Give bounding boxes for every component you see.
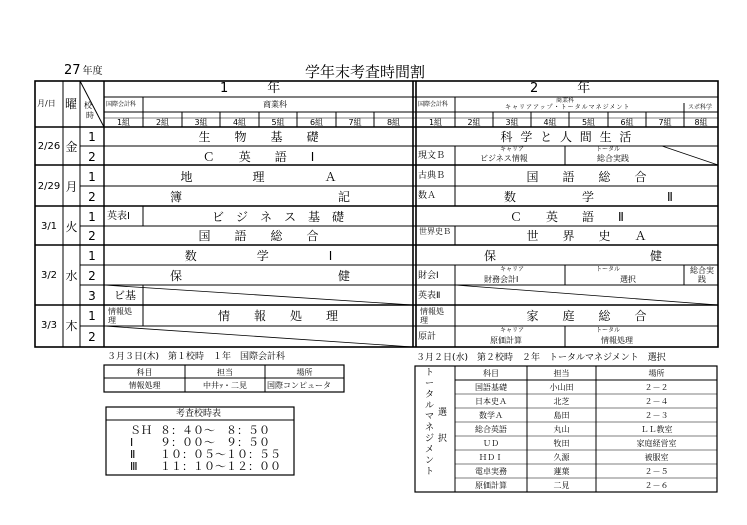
note1-cell: 国際コンピュータ xyxy=(267,381,331,390)
g1-subject: Ｃ 英 語 Ⅰ xyxy=(202,150,315,164)
g2-class-header: 3組 xyxy=(505,118,519,127)
g1-subject-left: ビ基 xyxy=(114,289,136,302)
g1-dept-small: 国際会計科 xyxy=(106,101,137,108)
note2-cell: 小山田 xyxy=(549,383,574,392)
times-range: １０：０５～１０：５５ xyxy=(160,448,281,461)
day-header: 曜 xyxy=(65,97,78,111)
g2-class-header: 4組 xyxy=(543,118,557,127)
note2-cell: ＨＤＩ xyxy=(479,453,503,462)
times-label: Ⅰ xyxy=(130,436,134,449)
g2-subject: 学 xyxy=(582,190,595,204)
g2-dept-small: 国際会計科 xyxy=(418,101,449,108)
g1-subject: 情 報 処 理 xyxy=(217,309,338,323)
note2-side-label-2: 選択 xyxy=(438,408,448,444)
g1-class-header: 3組 xyxy=(194,118,208,127)
g2-subject: 家 庭 総 合 xyxy=(526,309,647,323)
note2-cell: ２－６ xyxy=(644,481,669,490)
page-title: 学年末考査時間割 xyxy=(305,63,426,81)
g1-subject-left: 情報処理 xyxy=(108,307,132,325)
note1-header: 場所 xyxy=(296,368,313,377)
g2-subject-left: 原計 xyxy=(418,332,437,342)
g1-subject: 数 学 Ⅰ xyxy=(184,249,333,263)
note2-cell: ＵＤ xyxy=(483,439,499,448)
note2-cell: 丸山 xyxy=(553,425,570,434)
note2-cell: 牧田 xyxy=(553,439,570,448)
g2-small: キャリア xyxy=(500,327,525,334)
school-year: 27 年度 xyxy=(64,63,103,78)
day-cell: 木 xyxy=(65,319,78,333)
note1-caption: ３月３日(木) 第１校時 １年 国際会計科 xyxy=(107,352,286,362)
g1-class-header: 7組 xyxy=(348,118,362,127)
g2-subject-left: 古典Ｂ xyxy=(418,171,446,181)
note2-cell: 久源 xyxy=(553,453,570,462)
g2-small: トータル xyxy=(596,266,621,273)
g2-class-header: 7組 xyxy=(658,118,672,127)
g1-dept: 商業科 xyxy=(263,100,287,109)
g2-small: キャリア xyxy=(500,266,525,273)
g2-class-header: 5組 xyxy=(581,118,596,127)
g2-class-header: 8組 xyxy=(694,118,708,127)
times-range: １１：１０～１２：００ xyxy=(160,460,281,473)
period-header-2: 時 xyxy=(86,111,94,120)
g2-subject: 国 語 総 合 xyxy=(526,170,647,184)
g2-dept: キャリアアップ・トータルマネジメント xyxy=(505,104,631,111)
note2-cell: ２－３ xyxy=(644,411,669,420)
day-cell: 金 xyxy=(65,140,78,154)
g2-dept-right: スポ科学 xyxy=(688,104,713,111)
g2-subject-right: 総合実践 xyxy=(690,266,714,284)
g2-subject-left: 数Ａ xyxy=(418,191,437,201)
g2-class-header: 2組 xyxy=(467,118,481,127)
note2-cell: 二見 xyxy=(553,481,570,490)
note2-cell: ２－４ xyxy=(644,397,669,406)
note2-header: 担当 xyxy=(553,369,570,378)
date-cell: 2/26 xyxy=(37,141,61,152)
note2-cell: ２－２ xyxy=(644,383,669,392)
note1-cell: 中井ｯ・二見 xyxy=(203,381,247,390)
g1-subject-left: 英表Ⅰ xyxy=(107,211,130,222)
period-number: 2 xyxy=(88,330,96,344)
g2-subject: 保 xyxy=(484,249,497,263)
period-number: 1 xyxy=(88,309,96,323)
g1-class-header: 5組 xyxy=(271,118,285,127)
period-number: 2 xyxy=(88,229,96,243)
note2-cell: 日本史Ａ xyxy=(475,397,507,406)
g2-subject: 原価計算 xyxy=(490,336,522,345)
period-number: 2 xyxy=(88,269,96,283)
day-cell: 月 xyxy=(65,180,78,194)
date-cell: 3/2 xyxy=(40,270,58,281)
date-cell: 3/1 xyxy=(40,221,58,232)
note1-cell: 情報処理 xyxy=(128,381,161,390)
g2-subject: 科 学 と 人 間 生 活 xyxy=(500,130,634,144)
note2-cell: 電卓実務 xyxy=(475,467,507,476)
g2-subject-left: 現文Ｂ xyxy=(418,151,446,161)
period-header-1: 校 xyxy=(84,101,92,110)
g2-subject: 選択 xyxy=(620,275,636,284)
times-range: ８：４０～ ８：５０ xyxy=(160,424,270,437)
g1-subject: 簿 xyxy=(170,190,183,204)
g2-subject: 数 xyxy=(504,190,517,204)
g1-subject: ビ ジ ネ ス 基 礎 xyxy=(211,210,344,224)
g2-small: トータル xyxy=(596,327,621,334)
date-cell: 2/29 xyxy=(37,181,61,192)
note2-cell: 島田 xyxy=(553,411,570,420)
note1-header: 科目 xyxy=(136,368,153,377)
note2-cell: 国語基礎 xyxy=(475,383,507,392)
g1-class-header: 8組 xyxy=(386,118,401,127)
note2-cell: 総合英語 xyxy=(475,425,507,434)
period-number: 1 xyxy=(88,210,96,224)
note2-cell: 蓮葉 xyxy=(553,467,570,476)
times-label: ＳＨ xyxy=(130,424,152,437)
grade1-header: 1 年 xyxy=(220,81,281,96)
note2-caption: ３月２日(水) 第２校時 ２年 トータルマネジメント 選択 xyxy=(416,353,666,363)
note2-cell: 被服室 xyxy=(644,453,669,462)
period-number: 3 xyxy=(88,289,96,303)
note1-header: 担当 xyxy=(217,368,233,377)
g1-class-header: 4組 xyxy=(232,118,247,127)
note2-header: 科目 xyxy=(483,369,499,378)
g2-small: キャリア xyxy=(500,146,525,153)
times-label: Ⅱ xyxy=(130,448,136,461)
g2-dept-mid: 商業科 xyxy=(556,97,575,104)
g1-class-header: 6組 xyxy=(309,118,324,127)
g2-subject: 総合実践 xyxy=(597,154,629,163)
date-header: 月/日 xyxy=(37,99,56,108)
times-range: ９：００～ ９：５０ xyxy=(160,436,270,449)
g2-small: トータル xyxy=(596,146,621,153)
note2-side-label: トータルマネジメント xyxy=(425,368,435,477)
g2-subject: Ⅱ xyxy=(667,190,673,204)
day-cell: 火 xyxy=(65,220,78,234)
note2-header: 場所 xyxy=(648,369,665,378)
g2-class-header: 1組 xyxy=(428,118,443,127)
period-number: 2 xyxy=(88,190,96,204)
period-number: 1 xyxy=(88,170,96,184)
g1-class-header: 1組 xyxy=(116,118,131,127)
g2-subject-left: 世界史Ｂ xyxy=(419,227,451,236)
note2-cell: 原価計算 xyxy=(475,481,507,490)
period-number: 2 xyxy=(88,150,96,164)
g2-subject-left: 財会Ⅰ xyxy=(418,271,439,281)
note2-cell: 家庭経営室 xyxy=(636,439,677,448)
grade2-header: 2 年 xyxy=(530,81,591,96)
g2-subject: ビジネス情報 xyxy=(480,154,528,163)
g1-subject: 記 xyxy=(338,190,351,204)
g1-subject: 健 xyxy=(338,269,351,283)
times-label: Ⅲ xyxy=(130,460,138,473)
note2-cell: ２－５ xyxy=(644,467,669,476)
period-number: 1 xyxy=(88,249,96,263)
g2-subject: 情報処理 xyxy=(601,336,633,345)
note2-cell: 北芝 xyxy=(553,397,570,406)
g2-subject: 健 xyxy=(650,249,663,263)
times-title: 考査校時表 xyxy=(176,409,222,419)
g2-subject-left: 情報処理 xyxy=(420,307,444,325)
g1-subject: 生 物 基 礎 xyxy=(198,130,319,144)
g2-subject: 世 界 史 Ａ xyxy=(526,229,647,243)
note2-cell: 数学Ａ xyxy=(479,411,503,420)
g2-subject: Ｃ 英 語 Ⅱ xyxy=(510,210,624,224)
g1-subject: 保 xyxy=(170,269,183,283)
g1-class-header: 2組 xyxy=(155,118,170,127)
g1-subject: 地 理 Ａ xyxy=(180,170,337,184)
g2-class-header: 6組 xyxy=(620,118,634,127)
day-cell: 水 xyxy=(65,269,78,283)
g1-subject: 国 語 総 合 xyxy=(198,229,319,243)
g2-subject: 財務会計Ⅰ xyxy=(484,275,519,284)
note2-cell: ＬＬ教室 xyxy=(640,425,673,434)
period-number: 1 xyxy=(88,130,96,144)
g2-subject-left: 英表Ⅱ xyxy=(418,291,441,301)
date-cell: 3/3 xyxy=(40,320,58,331)
